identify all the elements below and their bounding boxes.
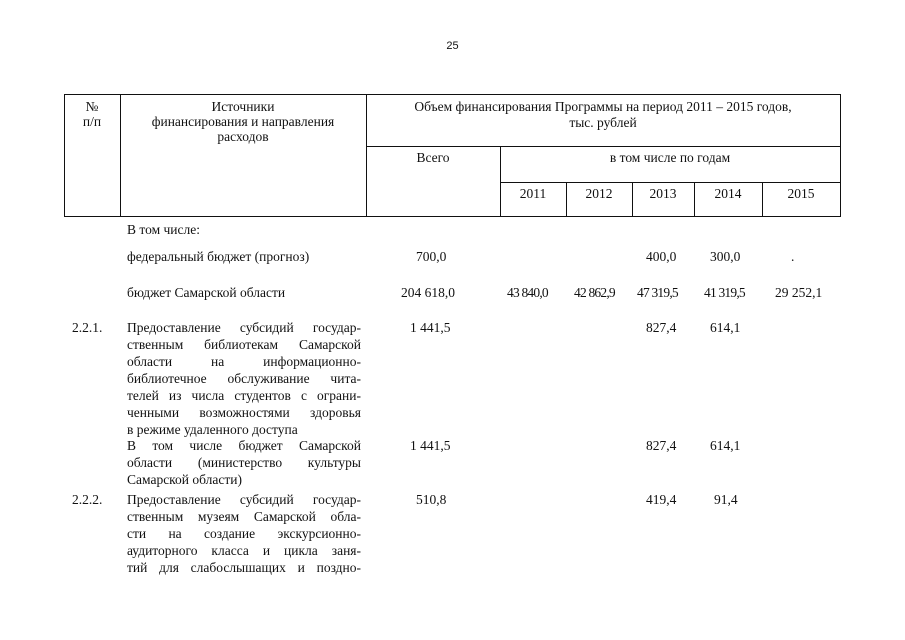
samara-budget-2013: 47 319,5 xyxy=(637,285,678,300)
item-2-2-1-number: 2.2.1. xyxy=(72,320,103,335)
page-number: 25 xyxy=(446,40,459,52)
item-2-2-1-sub-2013: 827,4 xyxy=(646,438,677,453)
samara-budget-2014: 41 319,5 xyxy=(704,285,745,300)
samara-budget-2011: 43 840,0 xyxy=(507,285,548,300)
header-year-2012: 2012 xyxy=(585,186,613,201)
samara-budget-2012: 42 862,9 xyxy=(574,285,615,300)
header-year-2014: 2014 xyxy=(714,186,742,201)
federal-budget-total: 700,0 xyxy=(416,249,447,264)
item-2-2-1-description: Предоставление субсидий государ- ственным библиотекам Самарской области на информационно- библиотечное обслуживание чита- телей из числа студентов с ограни- ченными возможностями здоровья в режиме удаленного доступа xyxy=(127,320,361,437)
federal-budget-2015: . xyxy=(791,249,795,264)
in-total-label: В том числе: xyxy=(127,222,200,237)
federal-budget-2014: 300,0 xyxy=(710,249,741,264)
header-col-number: № п/п xyxy=(82,99,102,129)
federal-budget-label: федеральный бюджет (прогноз) xyxy=(127,249,310,264)
item-2-2-2-number: 2.2.2. xyxy=(72,492,103,507)
header-col-volume: Объем финансирования Программы на период 2011 – 2015 годов, тыс. рублей xyxy=(414,99,792,130)
item-2-2-1-sub-total: 1 441,5 xyxy=(410,438,451,453)
header-year-2011: 2011 xyxy=(519,186,547,201)
samara-budget-total: 204 618,0 xyxy=(401,285,455,300)
item-2-2-1-2013: 827,4 xyxy=(646,320,677,335)
header-year-2015: 2015 xyxy=(787,186,815,201)
header-col-by-years: в том числе по годам xyxy=(609,150,731,165)
item-2-2-1-total: 1 441,5 xyxy=(410,320,451,335)
header-col-source: Источники финансирования и направления расходов xyxy=(151,99,335,144)
item-2-2-2-description: Предоставление субсидий государ- ственным музеям Самарской обла- сти на создание экскурсионно- аудиторного класса и цикла заня- тий для слабослышащих и поздно- xyxy=(127,492,361,575)
samara-budget-2015: 29 252,1 xyxy=(775,285,823,300)
item-2-2-2-2014: 91,4 xyxy=(714,492,738,507)
federal-budget-2013: 400,0 xyxy=(646,249,677,264)
item-2-2-1-sub-description: В том числе бюджет Самарской области (министерство культуры Самарской области) xyxy=(127,438,361,487)
header-col-total: Всего xyxy=(416,150,450,165)
header-year-2013: 2013 xyxy=(649,186,677,201)
item-2-2-2-total: 510,8 xyxy=(416,492,447,507)
item-2-2-1-sub-2014: 614,1 xyxy=(710,438,741,453)
samara-budget-label: бюджет Самарской области xyxy=(127,285,286,300)
item-2-2-1-2014: 614,1 xyxy=(710,320,741,335)
item-2-2-2-2013: 419,4 xyxy=(646,492,677,507)
